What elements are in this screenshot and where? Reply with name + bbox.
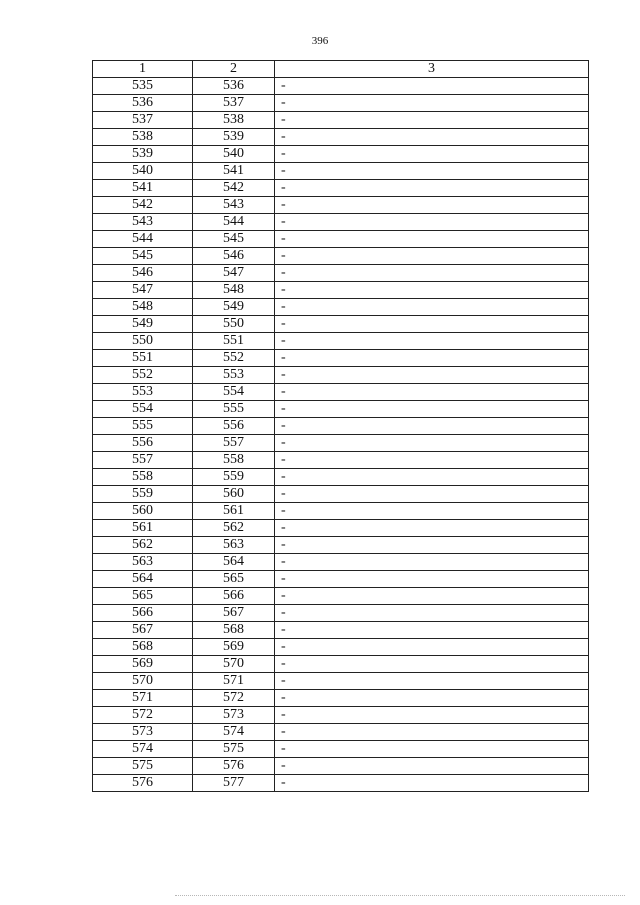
- table-row: [93, 214, 589, 231]
- cell-col-1: 535: [93, 78, 193, 95]
- cell-col-1: 556: [93, 435, 193, 452]
- cell-col-1: 565: [93, 588, 193, 605]
- cell-col-1: 558: [93, 469, 193, 486]
- table-row: [93, 758, 589, 775]
- cell-col-1: 542: [93, 197, 193, 214]
- cell-col-1: 570: [93, 673, 193, 690]
- cell-col-3: -: [275, 656, 589, 673]
- cell-col-2: 549: [193, 299, 275, 316]
- cell-col-1: 574: [93, 741, 193, 758]
- cell-col-1: 539: [93, 146, 193, 163]
- cell-col-2: 574: [193, 724, 275, 741]
- cell-col-3: -: [275, 741, 589, 758]
- cell-col-1: 540: [93, 163, 193, 180]
- cell-col-2: 541: [193, 163, 275, 180]
- cell-col-1: 545: [93, 248, 193, 265]
- cell-col-3: -: [275, 639, 589, 656]
- table-row: [93, 537, 589, 554]
- cell-col-3: -: [275, 775, 589, 792]
- cell-col-2: 565: [193, 571, 275, 588]
- table-row: [93, 656, 589, 673]
- cell-col-2: 571: [193, 673, 275, 690]
- cell-col-3: -: [275, 486, 589, 503]
- cell-col-3: -: [275, 95, 589, 112]
- cell-col-3: -: [275, 690, 589, 707]
- table-row: [93, 520, 589, 537]
- cell-col-2: 566: [193, 588, 275, 605]
- table-header-row: [93, 61, 589, 78]
- cell-col-2: 540: [193, 146, 275, 163]
- table-row: [93, 554, 589, 571]
- cell-col-1: 550: [93, 333, 193, 350]
- table-row: [93, 112, 589, 129]
- cell-col-3: -: [275, 469, 589, 486]
- cell-col-1: 564: [93, 571, 193, 588]
- cell-col-2: 577: [193, 775, 275, 792]
- table-row: [93, 265, 589, 282]
- table-row: [93, 350, 589, 367]
- cell-col-2: 538: [193, 112, 275, 129]
- cell-col-2: 567: [193, 605, 275, 622]
- cell-col-2: 553: [193, 367, 275, 384]
- table-row: [93, 299, 589, 316]
- cell-col-1: 563: [93, 554, 193, 571]
- table-row: [93, 690, 589, 707]
- table-row: [93, 741, 589, 758]
- cell-col-2: 557: [193, 435, 275, 452]
- cell-col-2: 546: [193, 248, 275, 265]
- cell-col-3: -: [275, 333, 589, 350]
- cell-col-1: 549: [93, 316, 193, 333]
- cell-col-3: -: [275, 265, 589, 282]
- cell-col-1: 567: [93, 622, 193, 639]
- cell-col-3: -: [275, 197, 589, 214]
- cell-col-3: -: [275, 214, 589, 231]
- cell-col-1: 546: [93, 265, 193, 282]
- cell-col-3: -: [275, 673, 589, 690]
- cell-col-3: -: [275, 503, 589, 520]
- cell-col-2: 539: [193, 129, 275, 146]
- table-row: [93, 129, 589, 146]
- cell-col-3: -: [275, 112, 589, 129]
- table-body: [93, 78, 589, 792]
- table-row: [93, 333, 589, 350]
- cell-col-2: 537: [193, 95, 275, 112]
- cell-col-3: -: [275, 418, 589, 435]
- cell-col-1: 538: [93, 129, 193, 146]
- cell-col-1: 560: [93, 503, 193, 520]
- table-row: [93, 588, 589, 605]
- cell-col-2: 560: [193, 486, 275, 503]
- cell-col-3: -: [275, 571, 589, 588]
- table-row: [93, 605, 589, 622]
- table-row: [93, 78, 589, 95]
- cell-col-2: 545: [193, 231, 275, 248]
- cell-col-3: -: [275, 622, 589, 639]
- cell-col-2: 555: [193, 401, 275, 418]
- cell-col-2: 542: [193, 180, 275, 197]
- page-number: 396: [311, 35, 329, 47]
- cell-col-1: 562: [93, 537, 193, 554]
- cell-col-2: 562: [193, 520, 275, 537]
- cell-col-3: -: [275, 435, 589, 452]
- table-row: [93, 418, 589, 435]
- table-row: [93, 724, 589, 741]
- cell-col-3: -: [275, 282, 589, 299]
- cell-col-2: 570: [193, 656, 275, 673]
- table-row: [93, 180, 589, 197]
- cell-col-3: -: [275, 401, 589, 418]
- table-row: [93, 163, 589, 180]
- table-row: [93, 146, 589, 163]
- table-row: [93, 469, 589, 486]
- cell-col-2: 573: [193, 707, 275, 724]
- cell-col-2: 558: [193, 452, 275, 469]
- cell-col-3: -: [275, 316, 589, 333]
- table-row: [93, 197, 589, 214]
- cell-col-1: 552: [93, 367, 193, 384]
- cell-col-1: 551: [93, 350, 193, 367]
- cell-col-3: -: [275, 350, 589, 367]
- cell-col-2: 561: [193, 503, 275, 520]
- table-row: [93, 435, 589, 452]
- table-row: [93, 503, 589, 520]
- table-row: [93, 707, 589, 724]
- cell-col-1: 544: [93, 231, 193, 248]
- cell-col-1: 559: [93, 486, 193, 503]
- column-header-1: 1: [93, 61, 193, 78]
- cell-col-2: 552: [193, 350, 275, 367]
- cell-col-3: -: [275, 554, 589, 571]
- cell-col-3: -: [275, 146, 589, 163]
- cell-col-2: 554: [193, 384, 275, 401]
- cell-col-1: 537: [93, 112, 193, 129]
- cell-col-3: -: [275, 78, 589, 95]
- table-row: [93, 367, 589, 384]
- cell-col-1: 575: [93, 758, 193, 775]
- footer-scan-line: [175, 893, 625, 896]
- cell-col-2: 548: [193, 282, 275, 299]
- cell-col-2: 575: [193, 741, 275, 758]
- cell-col-2: 543: [193, 197, 275, 214]
- cell-col-1: 555: [93, 418, 193, 435]
- cell-col-3: -: [275, 724, 589, 741]
- cell-col-2: 547: [193, 265, 275, 282]
- cell-col-1: 566: [93, 605, 193, 622]
- cell-col-3: -: [275, 180, 589, 197]
- cell-col-3: -: [275, 163, 589, 180]
- cell-col-1: 547: [93, 282, 193, 299]
- cell-col-2: 556: [193, 418, 275, 435]
- cell-col-3: -: [275, 758, 589, 775]
- cell-col-2: 568: [193, 622, 275, 639]
- table-row: [93, 231, 589, 248]
- cell-col-1: 572: [93, 707, 193, 724]
- cell-col-1: 576: [93, 775, 193, 792]
- cell-col-3: -: [275, 520, 589, 537]
- table-row: [93, 282, 589, 299]
- cell-col-3: -: [275, 452, 589, 469]
- cell-col-2: 569: [193, 639, 275, 656]
- cell-col-1: 573: [93, 724, 193, 741]
- cell-col-2: 572: [193, 690, 275, 707]
- cell-col-2: 551: [193, 333, 275, 350]
- cell-col-2: 576: [193, 758, 275, 775]
- cell-col-1: 553: [93, 384, 193, 401]
- table-row: [93, 775, 589, 792]
- cell-col-1: 568: [93, 639, 193, 656]
- table-row: [93, 95, 589, 112]
- column-header-3: 3: [275, 61, 589, 78]
- cell-col-2: 564: [193, 554, 275, 571]
- table-row: [93, 316, 589, 333]
- cell-col-3: -: [275, 129, 589, 146]
- cell-col-2: 550: [193, 316, 275, 333]
- table-row: [93, 673, 589, 690]
- cell-col-1: 536: [93, 95, 193, 112]
- table-row: [93, 571, 589, 588]
- table-row: [93, 639, 589, 656]
- cell-col-3: -: [275, 299, 589, 316]
- cell-col-1: 548: [93, 299, 193, 316]
- table-row: [93, 401, 589, 418]
- cell-col-1: 543: [93, 214, 193, 231]
- cell-col-1: 554: [93, 401, 193, 418]
- table-row: [93, 486, 589, 503]
- cell-col-2: 559: [193, 469, 275, 486]
- cell-col-1: 541: [93, 180, 193, 197]
- cell-col-1: 571: [93, 690, 193, 707]
- cell-col-2: 563: [193, 537, 275, 554]
- cell-col-1: 569: [93, 656, 193, 673]
- cell-col-1: 561: [93, 520, 193, 537]
- cell-col-1: 557: [93, 452, 193, 469]
- cell-col-3: -: [275, 588, 589, 605]
- table-row: [93, 384, 589, 401]
- cell-col-2: 544: [193, 214, 275, 231]
- cell-col-3: -: [275, 367, 589, 384]
- data-table: [92, 60, 589, 792]
- cell-col-3: -: [275, 231, 589, 248]
- column-header-2: 2: [193, 61, 275, 78]
- cell-col-3: -: [275, 384, 589, 401]
- cell-col-3: -: [275, 707, 589, 724]
- table-row: [93, 452, 589, 469]
- cell-col-3: -: [275, 248, 589, 265]
- table-row: [93, 622, 589, 639]
- cell-col-3: -: [275, 537, 589, 554]
- table-row: [93, 248, 589, 265]
- cell-col-2: 536: [193, 78, 275, 95]
- cell-col-3: -: [275, 605, 589, 622]
